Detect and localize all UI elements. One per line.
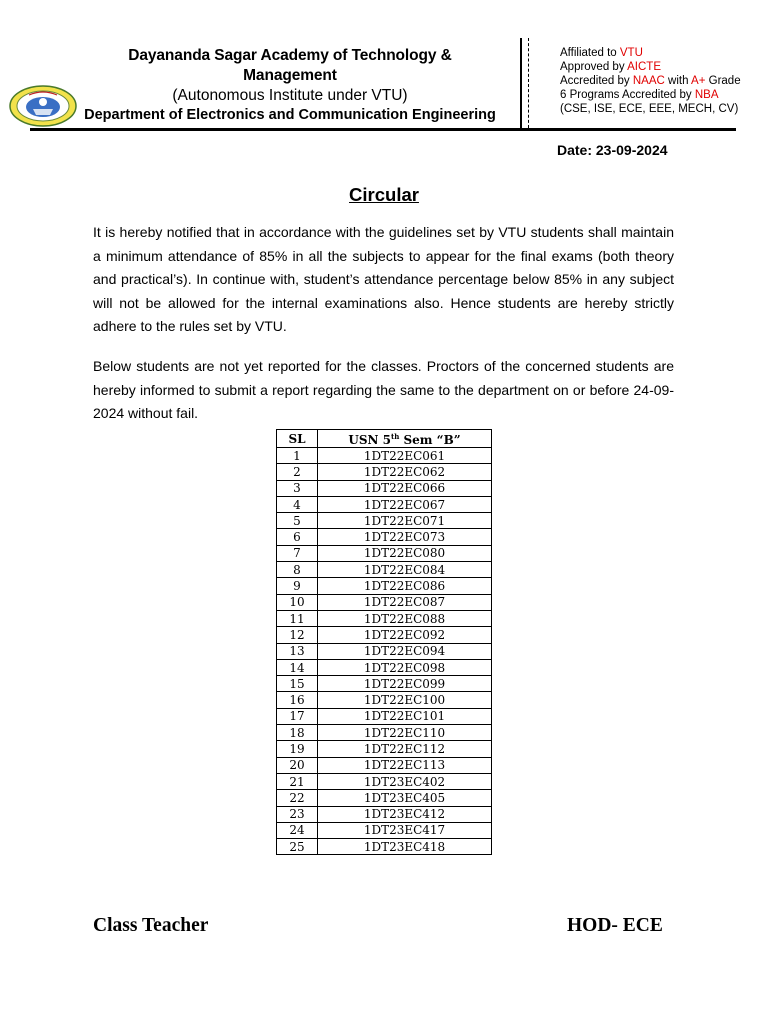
usn-cell: 1DT22EC112 bbox=[318, 741, 492, 757]
sl-cell: 23 bbox=[277, 806, 318, 822]
usn-header-sup: th bbox=[391, 432, 400, 441]
affiliation-value: VTU bbox=[619, 47, 643, 59]
table-row bbox=[277, 594, 492, 610]
usn-cell: 1DT22EC073 bbox=[318, 529, 492, 545]
table-row bbox=[277, 725, 492, 741]
table-row bbox=[277, 676, 492, 692]
header-divider bbox=[520, 38, 522, 128]
usn-cell: 1DT22EC061 bbox=[318, 448, 492, 464]
approval-label: Approved by bbox=[560, 61, 628, 73]
sl-cell: 15 bbox=[277, 676, 318, 692]
table-header-row bbox=[277, 430, 492, 448]
usn-header-suffix: Sem “B” bbox=[399, 433, 461, 447]
sl-cell: 18 bbox=[277, 725, 318, 741]
table-body bbox=[277, 448, 492, 855]
sl-cell: 16 bbox=[277, 692, 318, 708]
usn-cell: 1DT22EC101 bbox=[318, 708, 492, 724]
table-row bbox=[277, 513, 492, 529]
sl-cell: 17 bbox=[277, 708, 318, 724]
table-row bbox=[277, 529, 492, 545]
sl-cell: 6 bbox=[277, 529, 318, 545]
usn-cell: 1DT22EC092 bbox=[318, 627, 492, 643]
nba-value: NBA bbox=[694, 89, 719, 101]
usn-cell: 1DT22EC098 bbox=[318, 659, 492, 675]
table-row bbox=[277, 741, 492, 757]
table-row bbox=[277, 773, 492, 789]
sl-cell: 2 bbox=[277, 464, 318, 480]
sl-cell: 20 bbox=[277, 757, 318, 773]
table-row bbox=[277, 610, 492, 626]
sl-cell: 12 bbox=[277, 627, 318, 643]
usn-cell: 1DT22EC100 bbox=[318, 692, 492, 708]
approval-line bbox=[560, 60, 741, 74]
naac-value: NAAC bbox=[632, 75, 665, 87]
column-header-usn bbox=[318, 430, 492, 448]
sl-cell: 10 bbox=[277, 594, 318, 610]
sl-cell: 21 bbox=[277, 773, 318, 789]
usn-cell: 1DT22EC088 bbox=[318, 610, 492, 626]
nba-label: 6 Programs Accredited by bbox=[560, 89, 695, 101]
sl-cell: 8 bbox=[277, 562, 318, 578]
usn-cell: 1DT23EC412 bbox=[318, 806, 492, 822]
usn-cell: 1DT22EC067 bbox=[318, 496, 492, 512]
grade-value: A+ bbox=[691, 75, 706, 87]
table-row bbox=[277, 806, 492, 822]
table-row bbox=[277, 839, 492, 855]
dsatm-emblem-icon bbox=[9, 85, 77, 127]
usn-cell: 1DT22EC066 bbox=[318, 480, 492, 496]
sl-cell: 9 bbox=[277, 578, 318, 594]
usn-header-prefix: USN 5 bbox=[348, 433, 391, 447]
naac-label: Accredited by bbox=[560, 75, 633, 87]
usn-cell: 1DT22EC110 bbox=[318, 725, 492, 741]
circular-date: Date: 23-09-2024 bbox=[557, 142, 668, 158]
header-rule bbox=[30, 128, 736, 131]
table-row bbox=[277, 659, 492, 675]
usn-cell: 1DT22EC099 bbox=[318, 676, 492, 692]
sl-cell: 11 bbox=[277, 610, 318, 626]
sl-cell: 3 bbox=[277, 480, 318, 496]
column-header-sl: SL bbox=[277, 430, 318, 448]
affiliation-line bbox=[560, 46, 741, 60]
programs-line: (CSE, ISE, ECE, EEE, MECH, CV) bbox=[560, 103, 739, 115]
usn-cell: 1DT22EC062 bbox=[318, 464, 492, 480]
table-row bbox=[277, 578, 492, 594]
usn-cell: 1DT22EC087 bbox=[318, 594, 492, 610]
table-row bbox=[277, 562, 492, 578]
sl-cell: 5 bbox=[277, 513, 318, 529]
notice-paragraph-2: Below students are not yet reported for the classes. Proctors of the concerned students are hereby informed to submit a report regarding the same to the department on or before 24-09-2024 without fail. bbox=[93, 358, 674, 422]
usn-cell: 1DT22EC094 bbox=[318, 643, 492, 659]
circular-title: Circular bbox=[349, 184, 419, 205]
table-row bbox=[277, 790, 492, 806]
table-row bbox=[277, 448, 492, 464]
institute-subtitle: (Autonomous Institute under VTU) bbox=[172, 87, 408, 104]
sl-cell: 1 bbox=[277, 448, 318, 464]
sl-cell: 24 bbox=[277, 822, 318, 838]
hod-signature: HOD- ECE bbox=[567, 915, 663, 936]
sl-cell: 19 bbox=[277, 741, 318, 757]
sl-cell: 4 bbox=[277, 496, 318, 512]
table-row bbox=[277, 464, 492, 480]
sl-cell: 13 bbox=[277, 643, 318, 659]
table-row bbox=[277, 627, 492, 643]
institute-name: Dayananda Sagar Academy of Technology & Management bbox=[128, 47, 452, 84]
table-row bbox=[277, 708, 492, 724]
header-divider-dashed bbox=[528, 38, 529, 128]
usn-cell: 1DT22EC071 bbox=[318, 513, 492, 529]
usn-cell: 1DT22EC080 bbox=[318, 545, 492, 561]
usn-cell: 1DT23EC418 bbox=[318, 839, 492, 855]
sl-cell: 25 bbox=[277, 839, 318, 855]
usn-cell: 1DT23EC417 bbox=[318, 822, 492, 838]
sl-cell: 14 bbox=[277, 659, 318, 675]
table-row bbox=[277, 692, 492, 708]
nba-line bbox=[560, 88, 741, 102]
naac-mid: with bbox=[664, 75, 692, 87]
department-name: Department of Electronics and Communication Engineering bbox=[84, 107, 496, 123]
table-row bbox=[277, 545, 492, 561]
naac-line bbox=[560, 74, 741, 88]
usn-cell: 1DT22EC086 bbox=[318, 578, 492, 594]
letterhead bbox=[80, 46, 500, 125]
usn-cell: 1DT22EC113 bbox=[318, 757, 492, 773]
usn-cell: 1DT23EC405 bbox=[318, 790, 492, 806]
table-row bbox=[277, 643, 492, 659]
notice-paragraph-1: It is hereby notified that in accordance with the guidelines set by VTU students shall maintain a minimum attendance of 85% in all the subjects to appear for the final exams (both theory and practical’s). In continue with, student’s attendance percentage below 85% in any subject will not be allowed for the internal examinations also. Hence students are hereby strictly adhere to the rules set by VTU. bbox=[93, 224, 674, 335]
table-row bbox=[277, 757, 492, 773]
usn-cell: 1DT22EC084 bbox=[318, 562, 492, 578]
grade-suffix: Grade bbox=[705, 75, 741, 87]
approval-value: AICTE bbox=[627, 61, 662, 73]
table-row bbox=[277, 822, 492, 838]
table-row bbox=[277, 480, 492, 496]
sl-cell: 7 bbox=[277, 545, 318, 561]
student-usn-table bbox=[276, 429, 492, 855]
accreditation-block bbox=[560, 46, 741, 116]
class-teacher-signature: Class Teacher bbox=[93, 915, 209, 936]
usn-cell: 1DT23EC402 bbox=[318, 773, 492, 789]
table-row bbox=[277, 496, 492, 512]
affiliation-label: Affiliated to bbox=[560, 47, 620, 59]
sl-cell: 22 bbox=[277, 790, 318, 806]
